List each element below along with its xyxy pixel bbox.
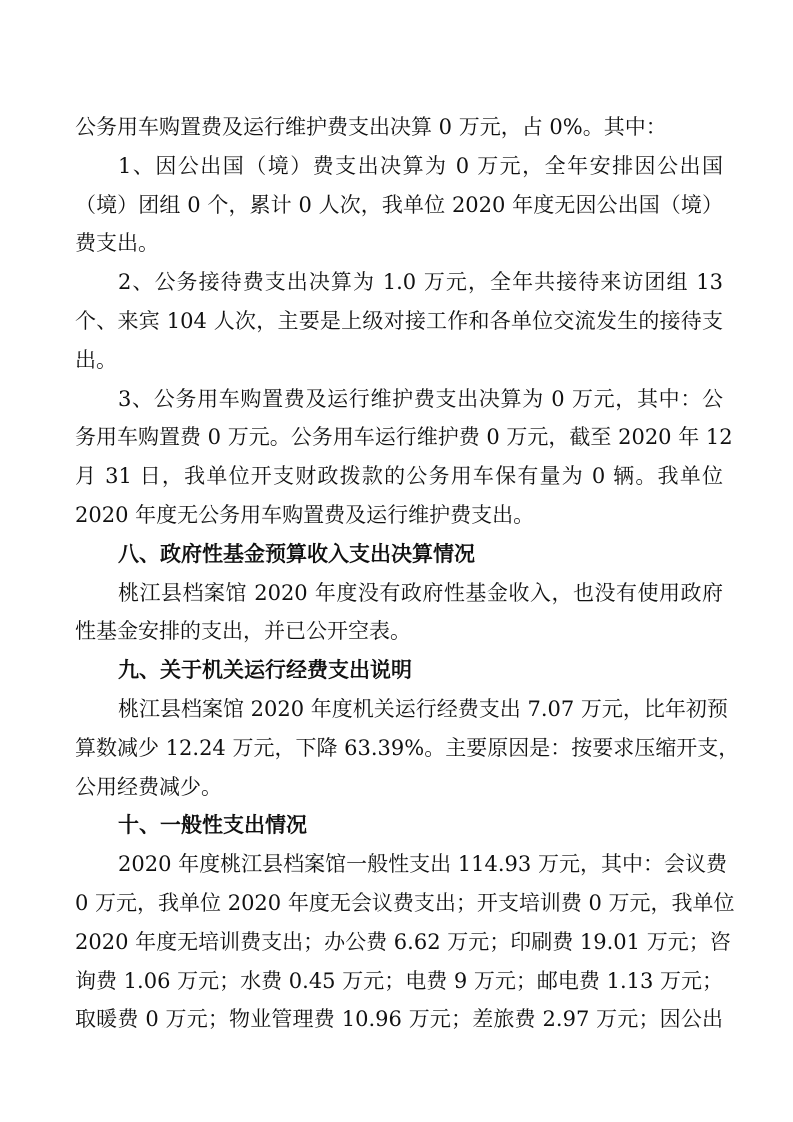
paragraph <box>75 845 735 1039</box>
text-line: 九、关于机关运行经费支出说明 <box>118 658 412 683</box>
text-line: 2020 年度桃江县档案馆一般性支出 114.93 万元，其中：会议费 <box>118 852 727 877</box>
paragraph <box>75 690 740 806</box>
paragraph <box>75 263 723 379</box>
text-line: 桃江县档案馆 2020 年度机关运行经费支出 7.07 万元，比年初预 <box>118 696 728 721</box>
text-line: 桃江县档案馆 2020 年度没有政府性基金收入，也没有使用政府 <box>118 580 723 605</box>
text-line: 3、公务用车购置费及运行维护费支出决算为 0 万元，其中：公 <box>118 386 723 411</box>
text-line: 公用经费减少。 <box>75 774 222 799</box>
paragraph <box>75 108 723 147</box>
text-line: 务用车购置费 0 万元。公务用车运行维护费 0 万元，截至 2020 年 12 <box>75 425 733 450</box>
text-line: 出。 <box>75 347 117 372</box>
text-line: 公务用车购置费及运行维护费支出决算 0 万元，占 0%。其中： <box>75 115 667 139</box>
section-heading <box>75 806 723 845</box>
paragraph <box>75 574 723 652</box>
section-heading <box>75 651 723 690</box>
text-line: （境）团组 0 个，累计 0 人次，我单位 2020 年度无因公出国（境） <box>75 192 723 217</box>
text-line: 2020 年度无公务用车购置费及运行维护费支出。 <box>75 502 535 527</box>
text-line: 八、政府性基金预算收入支出决算情况 <box>118 541 475 566</box>
text-line: 取暖费 0 万元；物业管理费 10.96 万元；差旅费 2.97 万元；因公出 <box>75 1007 723 1032</box>
text-line: 十、一般性支出情况 <box>118 813 307 838</box>
text-line: 费支出。 <box>75 231 159 256</box>
paragraph <box>75 147 723 263</box>
text-line: 0 万元，我单位 2020 年度无会议费支出；开支培训费 0 万元，我单位 <box>75 890 735 915</box>
section-heading <box>75 535 723 574</box>
text-line: 月 31 日，我单位开支财政拨款的公务用车保有量为 0 辆。我单位 <box>75 464 723 489</box>
text-line: 询费 1.06 万元；水费 0.45 万元；电费 9 万元；邮电费 1.13 万元； <box>75 968 724 993</box>
paragraph <box>75 380 733 535</box>
text-line: 算数减少 12.24 万元，下降 63.39%。主要原因是：按要求压缩开支， <box>75 735 740 760</box>
document-page <box>75 108 740 1039</box>
text-line: 2、公务接待费支出决算为 1.0 万元，全年共接待来访团组 13 <box>118 270 723 295</box>
text-line: 个、来宾 104 人次，主要是上级对接工作和各单位交流发生的接待支 <box>75 308 723 333</box>
text-line: 2020 年度无培训费支出；办公费 6.62 万元；印刷费 19.01 万元；咨 <box>75 929 731 954</box>
text-line: 1、因公出国（境）费支出决算为 0 万元，全年安排因公出国 <box>118 153 723 178</box>
text-line: 性基金安排的支出，并已公开空表。 <box>75 619 411 644</box>
